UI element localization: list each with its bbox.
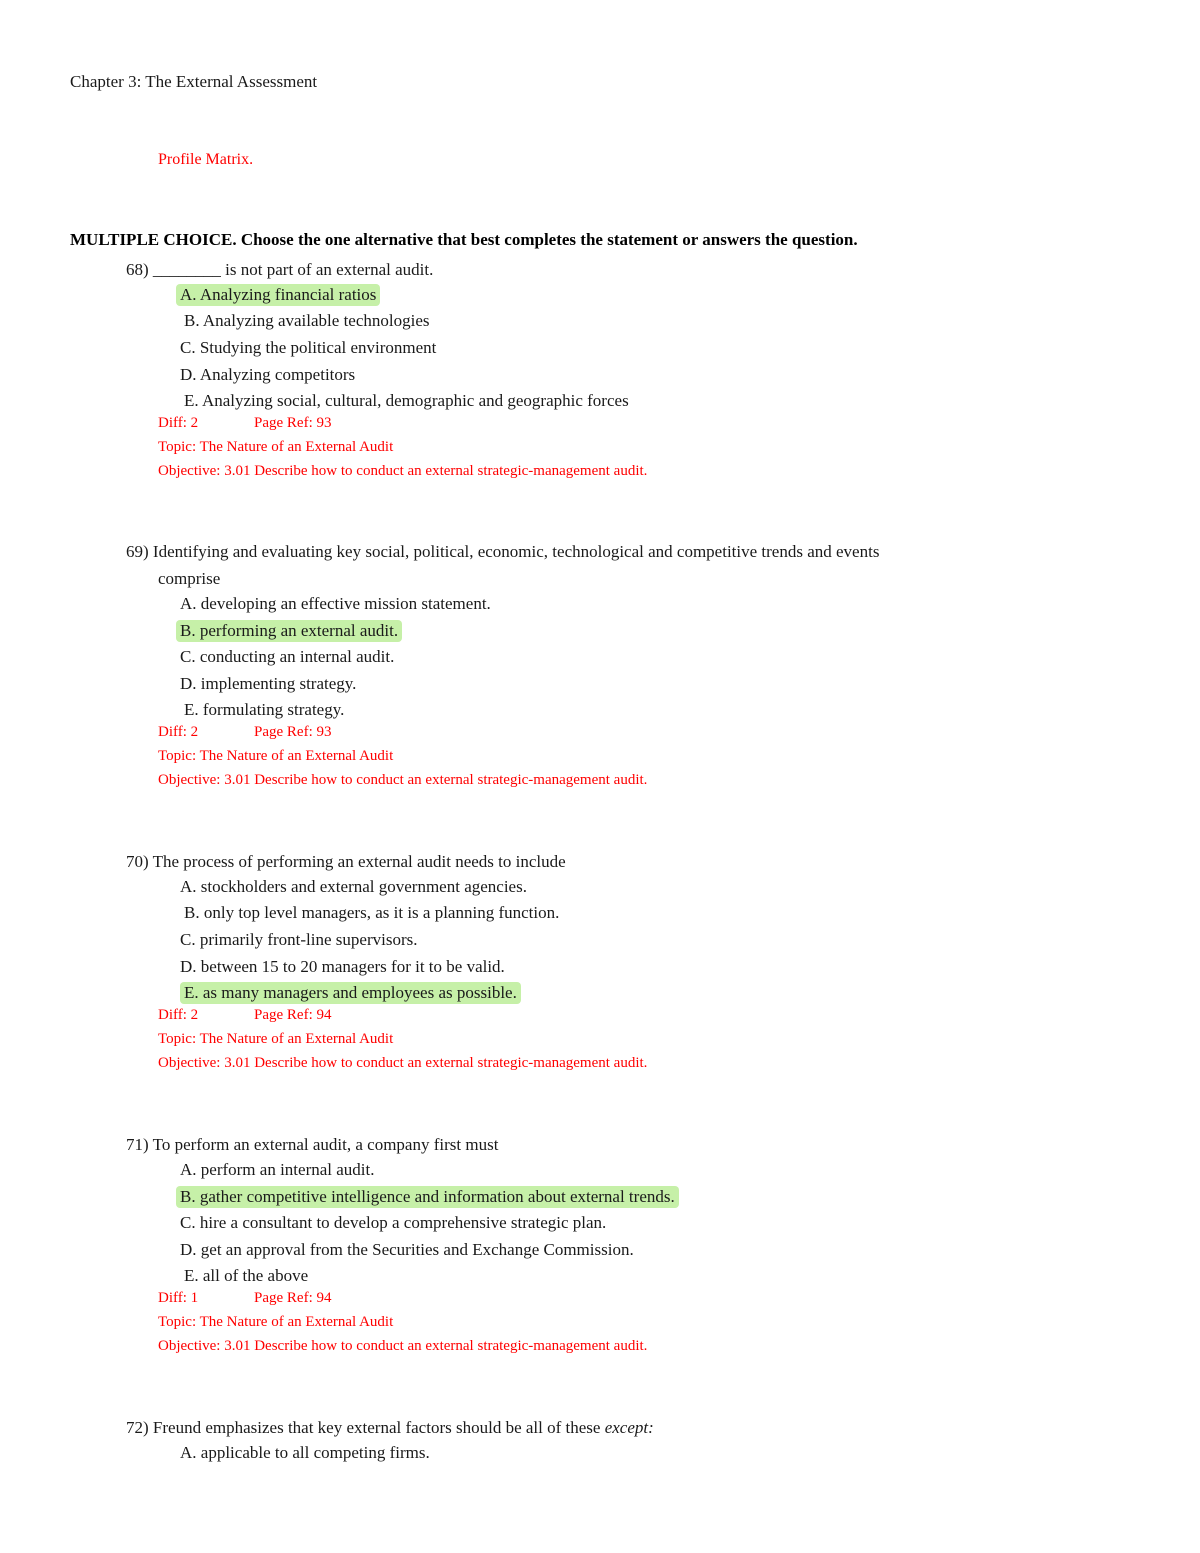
option-text: conducting an internal audit. xyxy=(199,647,395,666)
answer-option xyxy=(184,1265,308,1287)
answer-option xyxy=(180,1212,606,1234)
question-emphasis: except: xyxy=(604,1418,654,1437)
page-ref: Page Ref: 93 xyxy=(254,415,332,431)
answer-option-correct xyxy=(176,284,380,306)
question-stem xyxy=(126,538,1086,565)
option-text: between 15 to 20 managers for it to be valid. xyxy=(200,957,505,976)
question-stem xyxy=(126,1131,1086,1158)
objective: Objective: 3.01 Describe how to conduct an external strategic-management audit. xyxy=(158,1055,648,1071)
answer-option xyxy=(184,699,344,721)
answer-option xyxy=(184,310,430,332)
option-text: as many managers and employees as possible. xyxy=(202,983,517,1002)
difficulty: Diff: 2 xyxy=(158,415,199,431)
option-text: gather competitive intelligence and information about external trends. xyxy=(199,1187,675,1206)
difficulty: Diff: 1 xyxy=(158,1290,199,1306)
option-text: Studying the political environment xyxy=(199,338,437,357)
option-letter: B. xyxy=(184,311,200,330)
option-letter: A. xyxy=(180,877,197,896)
question-text: ________ is not part of an external audit. xyxy=(152,260,434,279)
option-text: developing an effective mission statement. xyxy=(200,594,491,613)
question-number: 71) xyxy=(126,1135,149,1154)
option-letter: D. xyxy=(180,1240,197,1259)
answer-option xyxy=(180,956,505,978)
option-text: hire a consultant to develop a comprehensive strategic plan. xyxy=(199,1213,607,1232)
option-letter: D. xyxy=(180,957,197,976)
option-text: Analyzing social, cultural, demographic and geographic forces xyxy=(201,391,629,410)
option-text: primarily front-line supervisors. xyxy=(199,930,418,949)
option-letter: B. xyxy=(180,1187,196,1206)
question-number: 69) xyxy=(126,542,149,561)
topic: Topic: The Nature of an External Audit xyxy=(158,439,394,455)
answer-option-correct xyxy=(180,982,521,1004)
option-letter: A. xyxy=(180,1443,197,1462)
answer-option xyxy=(180,593,491,615)
option-letter: A. xyxy=(180,594,197,613)
option-letter: A. xyxy=(180,1160,197,1179)
option-text: perform an internal audit. xyxy=(200,1160,375,1179)
option-letter: B. xyxy=(184,903,200,922)
page-ref: Page Ref: 94 xyxy=(254,1007,332,1023)
option-letter: D. xyxy=(180,674,197,693)
option-letter: B. xyxy=(180,621,196,640)
objective: Objective: 3.01 Describe how to conduct an external strategic-management audit. xyxy=(158,463,648,479)
option-text: get an approval from the Securities and Exchange Commission. xyxy=(200,1240,634,1259)
option-letter: D. xyxy=(180,365,197,384)
option-letter: E. xyxy=(184,1266,199,1285)
option-text: Analyzing financial ratios xyxy=(199,285,377,304)
option-text: formulating strategy. xyxy=(202,700,345,719)
answer-option xyxy=(184,390,629,412)
option-letter: E. xyxy=(184,983,199,1002)
difficulty-line xyxy=(158,1290,332,1307)
option-text: Analyzing available technologies xyxy=(202,311,430,330)
question-text: Identifying and evaluating key social, political, economic, technological and competitive trends and events xyxy=(152,542,880,561)
difficulty-line xyxy=(158,724,332,741)
difficulty-line xyxy=(158,1007,332,1024)
option-letter: C. xyxy=(180,1213,196,1232)
option-text: Analyzing competitors xyxy=(199,365,356,384)
answer-option xyxy=(180,673,356,695)
topic: Topic: The Nature of an External Audit xyxy=(158,748,394,764)
answer-option xyxy=(180,364,355,386)
answer-option xyxy=(180,646,394,668)
profile-note: Profile Matrix. xyxy=(158,151,254,168)
question-text: Freund emphasizes that key external factors should be all of these xyxy=(152,1418,601,1437)
objective: Objective: 3.01 Describe how to conduct an external strategic-management audit. xyxy=(158,1338,648,1354)
page-ref: Page Ref: 94 xyxy=(254,1290,332,1306)
option-letter: C. xyxy=(180,338,196,357)
page-ref: Page Ref: 93 xyxy=(254,724,332,740)
option-text: applicable to all competing firms. xyxy=(200,1443,430,1462)
difficulty: Diff: 2 xyxy=(158,1007,199,1023)
question-text-continued: comprise xyxy=(158,569,221,588)
option-text: all of the above xyxy=(202,1266,309,1285)
answer-option xyxy=(184,902,559,924)
answer-option-correct xyxy=(176,620,402,642)
answer-option xyxy=(180,1442,430,1464)
answer-option xyxy=(180,337,436,359)
topic: Topic: The Nature of an External Audit xyxy=(158,1031,394,1047)
option-letter: C. xyxy=(180,647,196,666)
question-stem xyxy=(126,1414,1086,1441)
question-text: To perform an external audit, a company first must xyxy=(152,1135,499,1154)
answer-option xyxy=(180,876,527,898)
option-letter: C. xyxy=(180,930,196,949)
objective: Objective: 3.01 Describe how to conduct an external strategic-management audit. xyxy=(158,772,648,788)
question-number: 70) xyxy=(126,852,149,871)
chapter-title: Chapter 3: The External Assessment xyxy=(70,72,318,91)
question-stem xyxy=(126,256,1086,283)
difficulty-line xyxy=(158,415,332,432)
option-text: stockholders and external government agencies. xyxy=(200,877,527,896)
answer-option-correct xyxy=(176,1186,679,1208)
question-number: 72) xyxy=(126,1418,149,1437)
option-letter: E. xyxy=(184,391,199,410)
option-text: implementing strategy. xyxy=(200,674,357,693)
difficulty: Diff: 2 xyxy=(158,724,199,740)
question-text: The process of performing an external audit needs to include xyxy=(152,852,566,871)
question-number: 68) xyxy=(126,260,149,279)
option-letter: E. xyxy=(184,700,199,719)
option-text: performing an external audit. xyxy=(199,621,399,640)
topic: Topic: The Nature of an External Audit xyxy=(158,1314,394,1330)
answer-option xyxy=(180,929,418,951)
answer-option xyxy=(180,1159,375,1181)
option-letter: A. xyxy=(180,285,197,304)
option-text: only top level managers, as it is a planning function. xyxy=(203,903,560,922)
answer-option xyxy=(180,1239,634,1261)
section-header: MULTIPLE CHOICE. Choose the one alternative that best completes the statement or answers the question. xyxy=(70,230,858,249)
question-stem xyxy=(126,848,1086,875)
